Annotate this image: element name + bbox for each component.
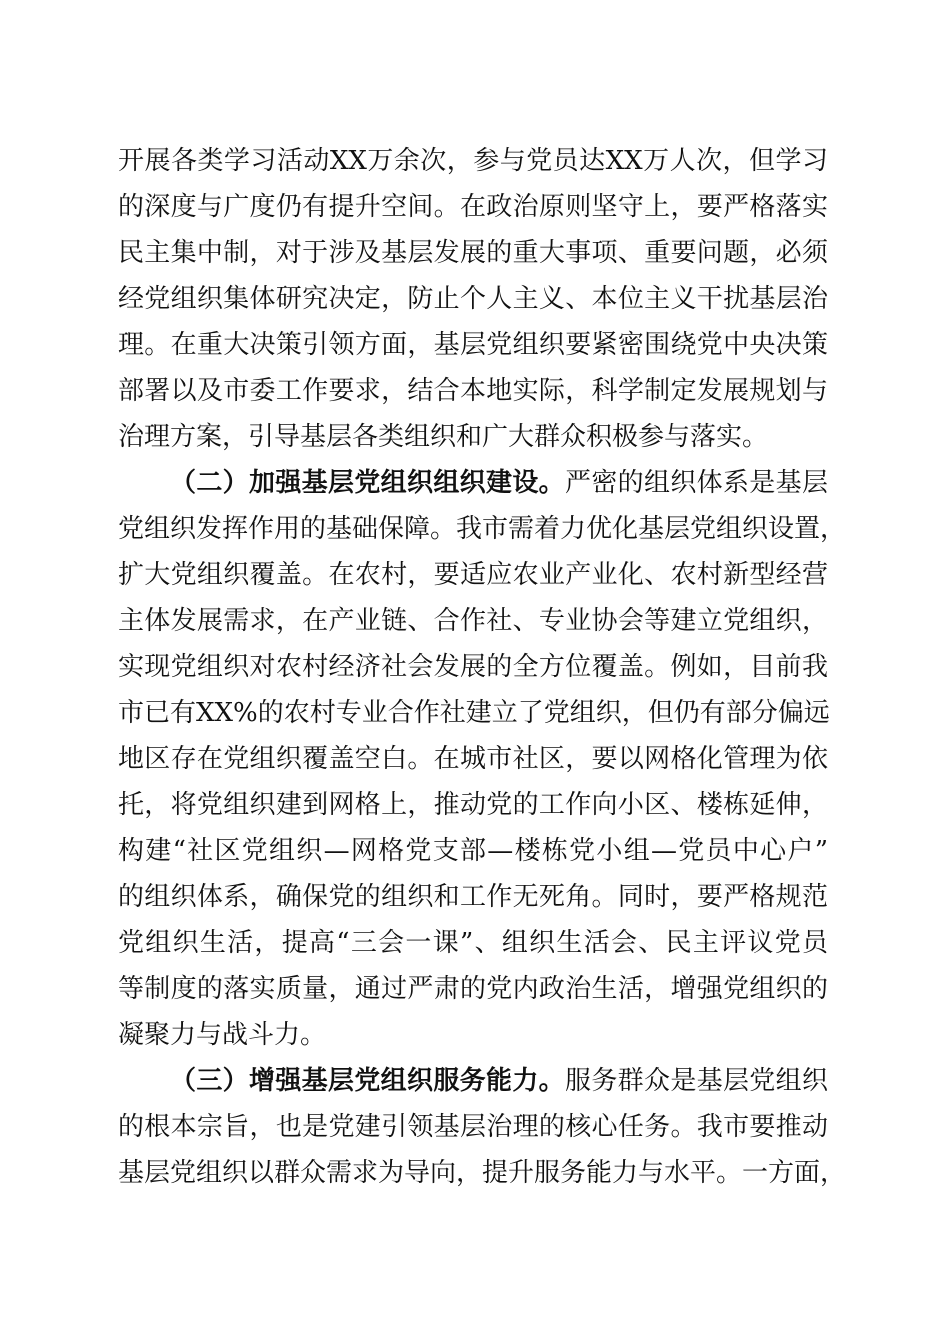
paragraph-line: 的根本宗旨，也是党建引领基层治理的核心任务。我市要推动 xyxy=(118,1112,828,1142)
section-three-heading: （三）增强基层党组织服务能力。 xyxy=(170,1066,565,1096)
paragraph-line: 构建“社区党组织—网格党支部—楼栋党小组—党员中心户” xyxy=(118,836,828,866)
paragraph-line: 地区存在党组织覆盖空白。在城市社区，要以网格化管理为依 xyxy=(118,744,828,774)
paragraph-line: 党组织发挥作用的基础保障。我市需着力优化基层党组织设置， xyxy=(118,514,847,544)
paragraph-line: 的组织体系，确保党的组织和工作无死角。同时，要严格规范 xyxy=(118,882,828,912)
paragraph-line: 市已有XX%的农村专业合作社建立了党组织，但仍有部分偏远 xyxy=(118,698,830,728)
section-two-first-line xyxy=(170,463,828,503)
paragraph-line: 党组织生活，提高“三会一课”、组织生活会、民主评议党员 xyxy=(118,928,828,958)
paragraph-line: 理。在重大决策引领方面，基层党组织要紧密围绕党中央决策 xyxy=(118,330,828,360)
section-three-first-line-text: 服务群众是基层党组织 xyxy=(564,1066,828,1096)
paragraph-line: 等制度的落实质量，通过严肃的党内政治生活，增强党组织的 xyxy=(118,974,828,1004)
paragraph-line: 开展各类学习活动XX万余次，参与党员达XX万人次，但学习 xyxy=(118,146,828,176)
section-two-heading: （二）加强基层党组织组织建设。 xyxy=(170,468,565,498)
paragraph-line: 的深度与广度仍有提升空间。在政治原则坚守上，要严格落实 xyxy=(118,192,828,222)
paragraph-line: 基层党组织以群众需求为导向，提升服务能力与水平。一方面， xyxy=(118,1158,847,1188)
paragraph-line: 凝聚力与战斗力。 xyxy=(118,1020,327,1050)
paragraph-line: 托，将党组织建到网格上，推动党的工作向小区、楼栋延伸， xyxy=(118,790,828,820)
paragraph-line: 部署以及市委工作要求，结合本地实际，科学制定发展规划与 xyxy=(118,376,828,406)
section-two-first-line-text: 严密的组织体系是基层 xyxy=(564,468,828,498)
paragraph-line: 经党组织集体研究决定，防止个人主义、本位主义干扰基层治 xyxy=(118,284,828,314)
paragraph-line: 治理方案，引导基层各类组织和广大群众积极参与落实。 xyxy=(118,422,769,452)
section-three-first-line xyxy=(170,1061,828,1101)
paragraph-line: 主体发展需求，在产业链、合作社、专业协会等建立党组织， xyxy=(118,606,828,636)
paragraph-line: 扩大党组织覆盖。在农村，要适应农业产业化、农村新型经营 xyxy=(118,560,828,590)
paragraph-line: 民主集中制，对于涉及基层发展的重大事项、重要问题，必须 xyxy=(118,238,828,268)
paragraph-line: 实现党组织对农村经济社会发展的全方位覆盖。例如，目前我 xyxy=(118,652,828,682)
